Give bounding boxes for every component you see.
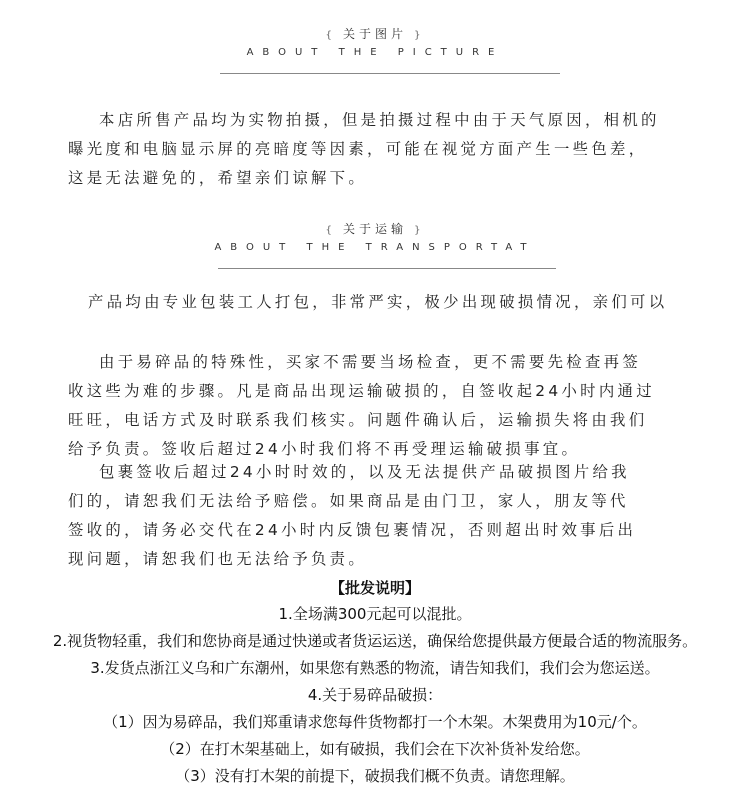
text-line: 们的，请恕我们无法给予赔偿。如果商品是由门卫，家人，朋友等代 <box>68 492 629 510</box>
transport-paragraph-2 <box>68 458 718 574</box>
about-picture-title-en: ABOUT THE PICTURE <box>246 47 504 58</box>
wholesale-item: 2.视货物轻重，我们和您协商是通过快递或者货运运送，确保给您提供最方便最合适的物流服务。 <box>52 632 698 650</box>
wholesale-item: 4.关于易碎品破损： <box>307 686 443 704</box>
text-line: 旺旺，电话方式及时联系我们核实。问题件确认后，运输损失将由我们 <box>68 411 648 429</box>
transport-intro <box>68 288 718 317</box>
text-line: 现问题，请恕我们也无法给予负责。 <box>68 550 368 568</box>
divider-rule <box>220 73 560 74</box>
wholesale-item: （1）因为易碎品，我们郑重请求您每件货物都打一个木架。木架费用为10元/个。 <box>103 713 647 731</box>
wholesale-item: 3.发货点浙江义乌和广东潮州，如果您有熟悉的物流，请告知我们，我们会为您运送。 <box>90 659 660 677</box>
wholesale-item: （2）在打木架基础上，如有破损，我们会在下次补货补发给您。 <box>160 740 590 758</box>
text-line: 签收的，请务必交代在24小时内反馈包裹情况，否则超出时效事后出 <box>68 521 637 539</box>
wholesale-item: （3）没有打木架的前提下，破损我们概不负责。请您理解。 <box>175 767 575 785</box>
text-line: 本店所售产品均为实物拍摄，但是拍摄过程中由于天气原因，相机的 <box>99 111 660 129</box>
wholesale-title: 【批发说明】 <box>329 579 420 597</box>
text-line: 曝光度和电脑显示屏的亮暗度等因素，可能在视觉方面产生一些色差， <box>68 140 648 158</box>
about-transport-title-cn: 关于运输 <box>342 222 407 236</box>
text-line: 收这些为难的步骤。凡是商品出现运输破损的，自签收起24小时内通过 <box>68 382 655 400</box>
divider-rule <box>218 268 556 269</box>
transport-paragraph-1 <box>68 348 718 464</box>
about-transport-heading: { 关于运输 } ABOUT THE TRANSPORTAT <box>0 221 750 254</box>
about-picture-title-cn: 关于图片 <box>342 27 407 41</box>
text-line: 给予负责。签收后超过24小时我们将不再受理运输破损事宜。 <box>68 440 581 458</box>
wholesale-item: 1.全场满300元起可以混批。 <box>278 605 472 623</box>
about-picture-heading: { 关于图片 } ABOUT THE PICTURE <box>0 26 750 59</box>
about-transport-title-en: ABOUT THE TRANSPORTAT <box>214 242 536 253</box>
text-line: 由于易碎品的特殊性，买家不需要当场检查，更不需要先检查再签 <box>99 353 642 371</box>
text-line: 包裹签收后超过24小时时效的，以及无法提供产品破损图片给我 <box>99 463 630 481</box>
about-picture-text <box>68 106 718 193</box>
text-line: 这是无法避免的，希望亲们谅解下。 <box>68 169 368 187</box>
text-line: 产品均由专业包装工人打包，非常严实，极少出现破损情况，亲们可以 <box>88 293 668 311</box>
